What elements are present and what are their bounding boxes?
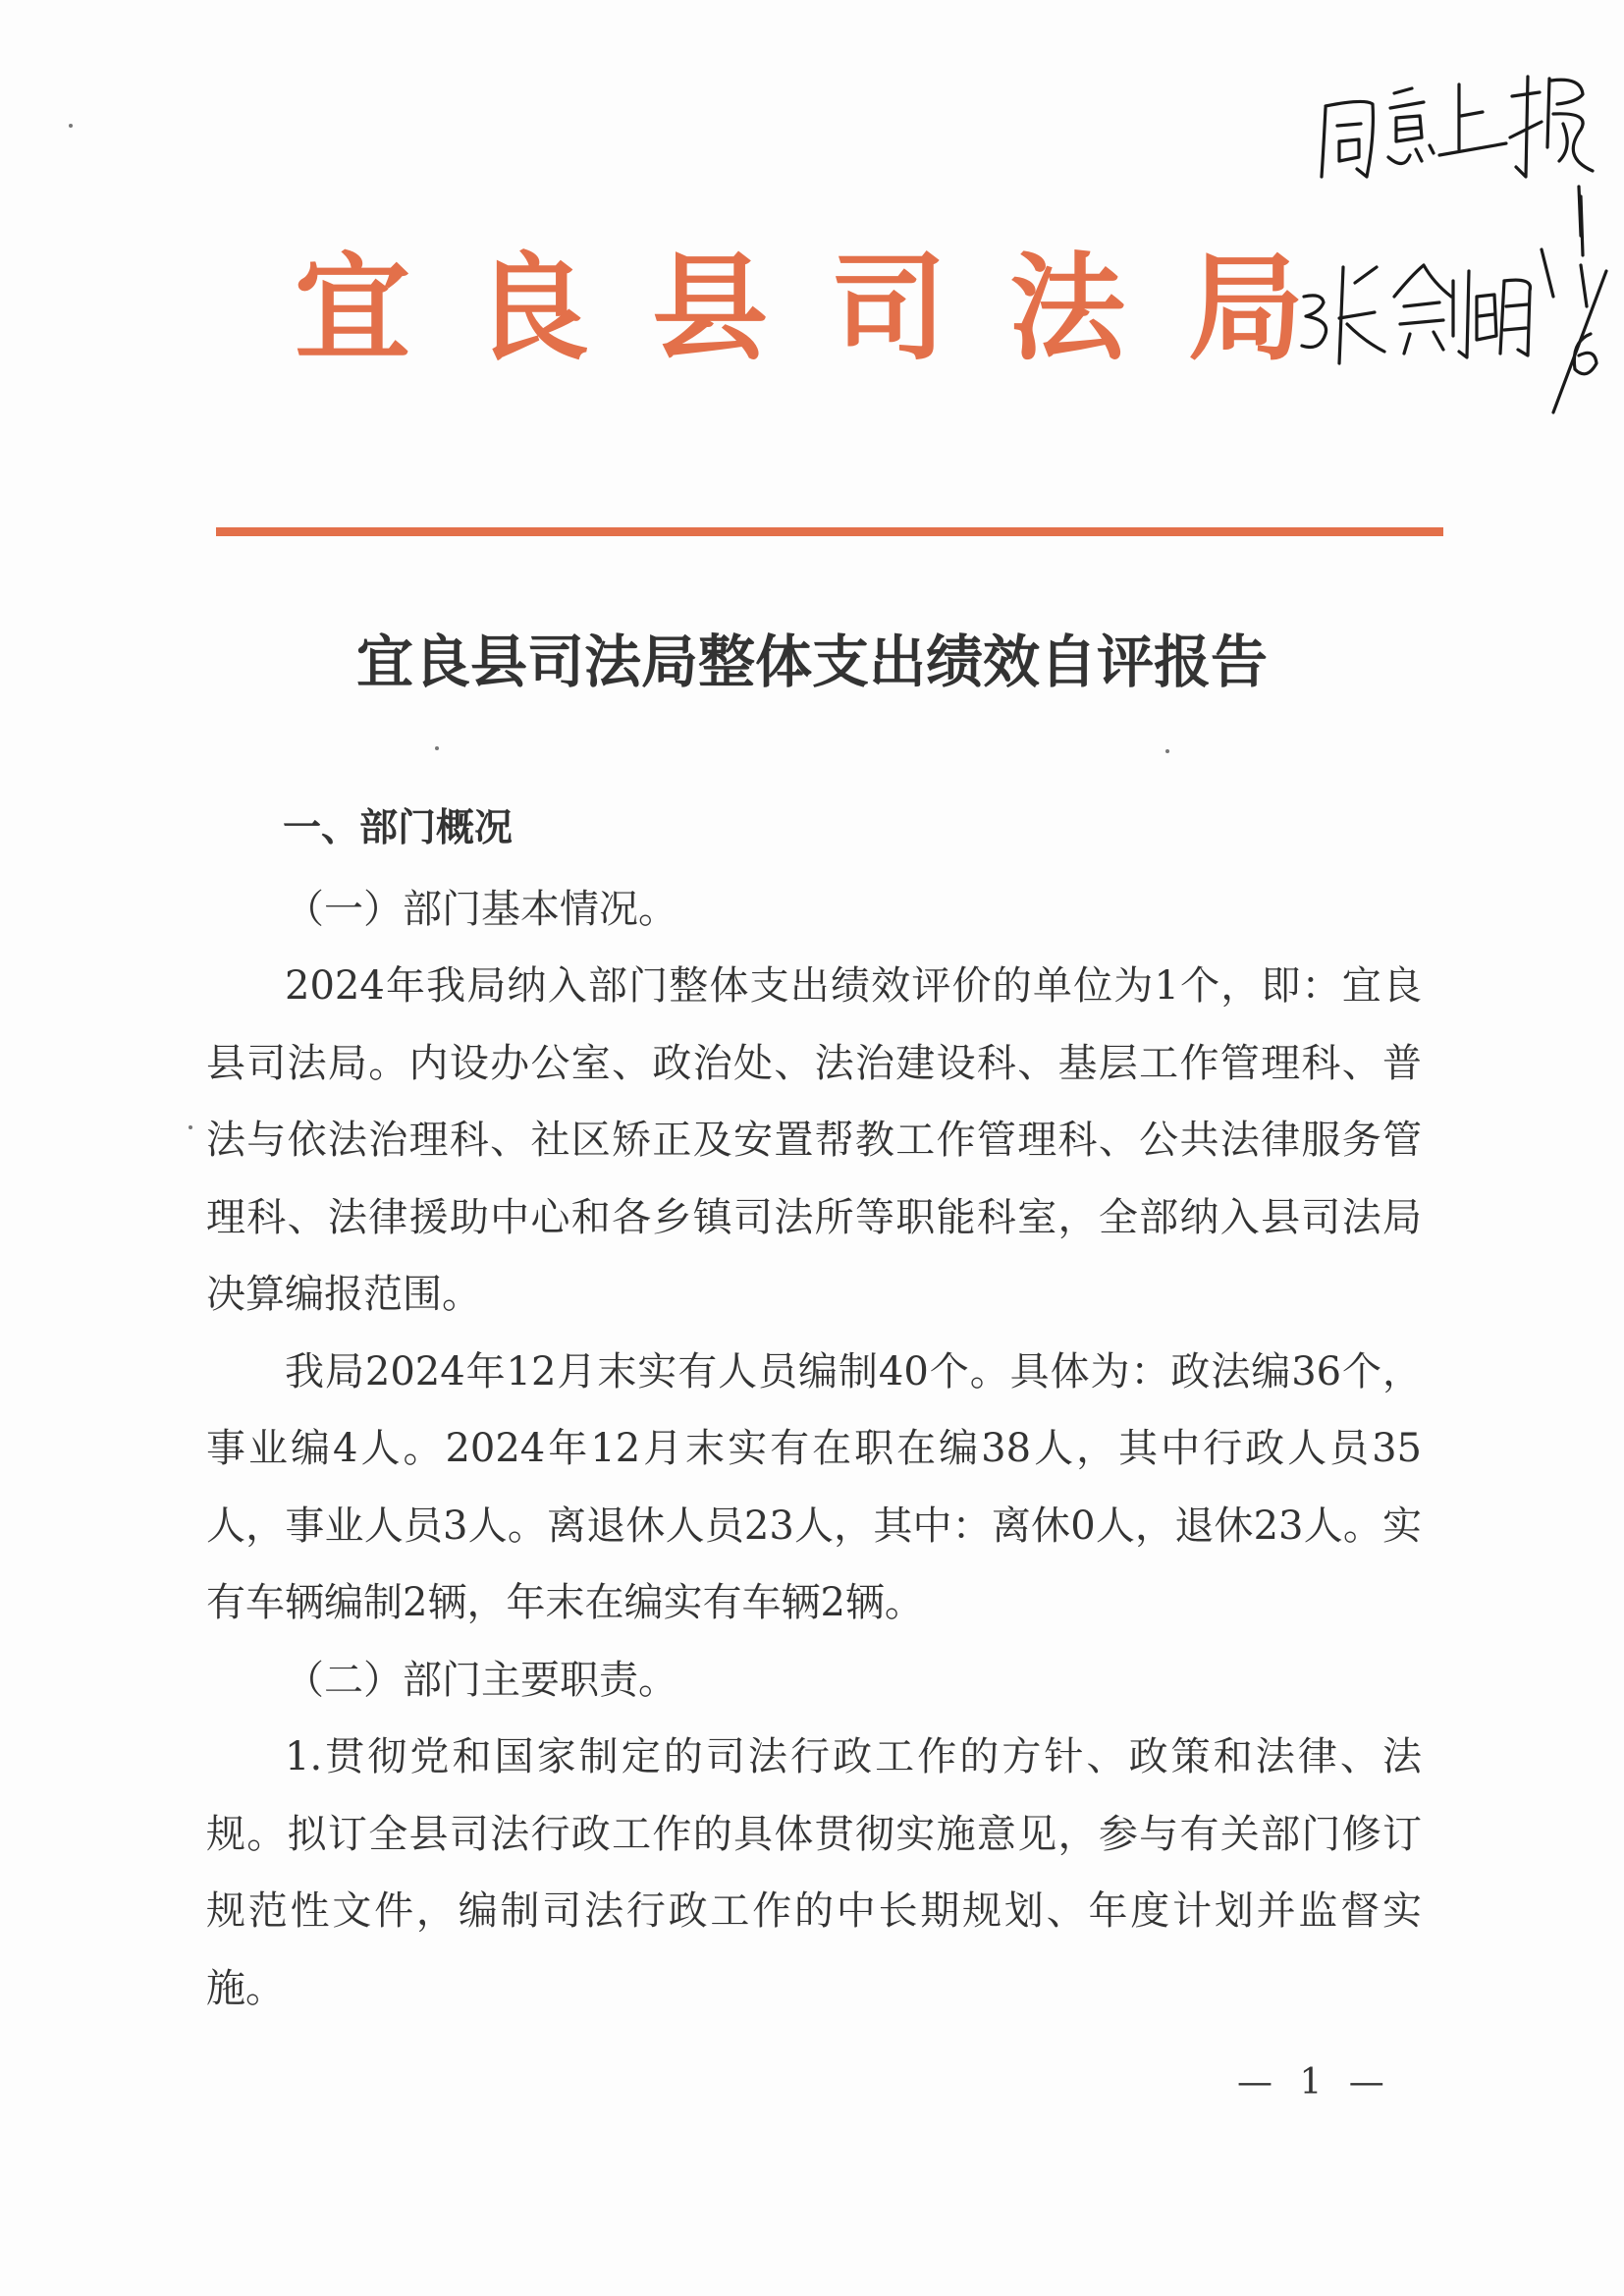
page-number: — 1 —: [1237, 2062, 1392, 2103]
paragraph-duty-1: 1.贯彻党和国家制定的司法行政工作的方针、政策和法律、法规。拟订全县司法行政工作的具体贯彻实施意见，参与有关部门修订规范性文件，编制司法行政工作的中长期规划、年度计划并监督实施。: [206, 1734, 1422, 2011]
subsection-heading-2: （二）部门主要职责。: [285, 1657, 677, 1703]
letterhead-divider: [216, 527, 1443, 536]
scan-speck: [189, 1125, 192, 1129]
scan-speck: [1165, 749, 1169, 753]
agency-letterhead: 宜良县司法局: [295, 240, 1368, 376]
handwritten-approval-signature: [1296, 39, 1620, 471]
scan-speck: [435, 746, 439, 750]
subsection-heading-1: （一）部门基本情况。: [285, 886, 677, 932]
document-body: [206, 791, 1422, 2027]
paragraph-basic-info: 2024年我局纳入部门整体支出绩效评价的单位为1个，即：宜良县司法局。内设办公室、政治处、法治建设科、基层工作管理科、普法与依法治理科、社区矫正及安置帮教工作管理科、公共法律服务管理科、法律援助中心和各乡镇司法所等职能科室，全部纳入县司法局决算编报范围。: [206, 963, 1422, 1317]
paragraph-staffing: 我局2024年12月末实有人员编制40个。具体为：政法编36个，事业编4人。2024年12月末实有在职在编38人，其中行政人员35人，事业人员3人。离退休人员23人，其中：离休0人，退休23人。实有车辆编制2辆，年末在编实有车辆2辆。: [206, 1348, 1422, 1625]
scan-speck: [69, 124, 73, 128]
document-title: 宜良县司法局整体支出绩效自评报告: [355, 629, 1268, 695]
section-heading-1: 一、部门概况: [283, 806, 514, 850]
